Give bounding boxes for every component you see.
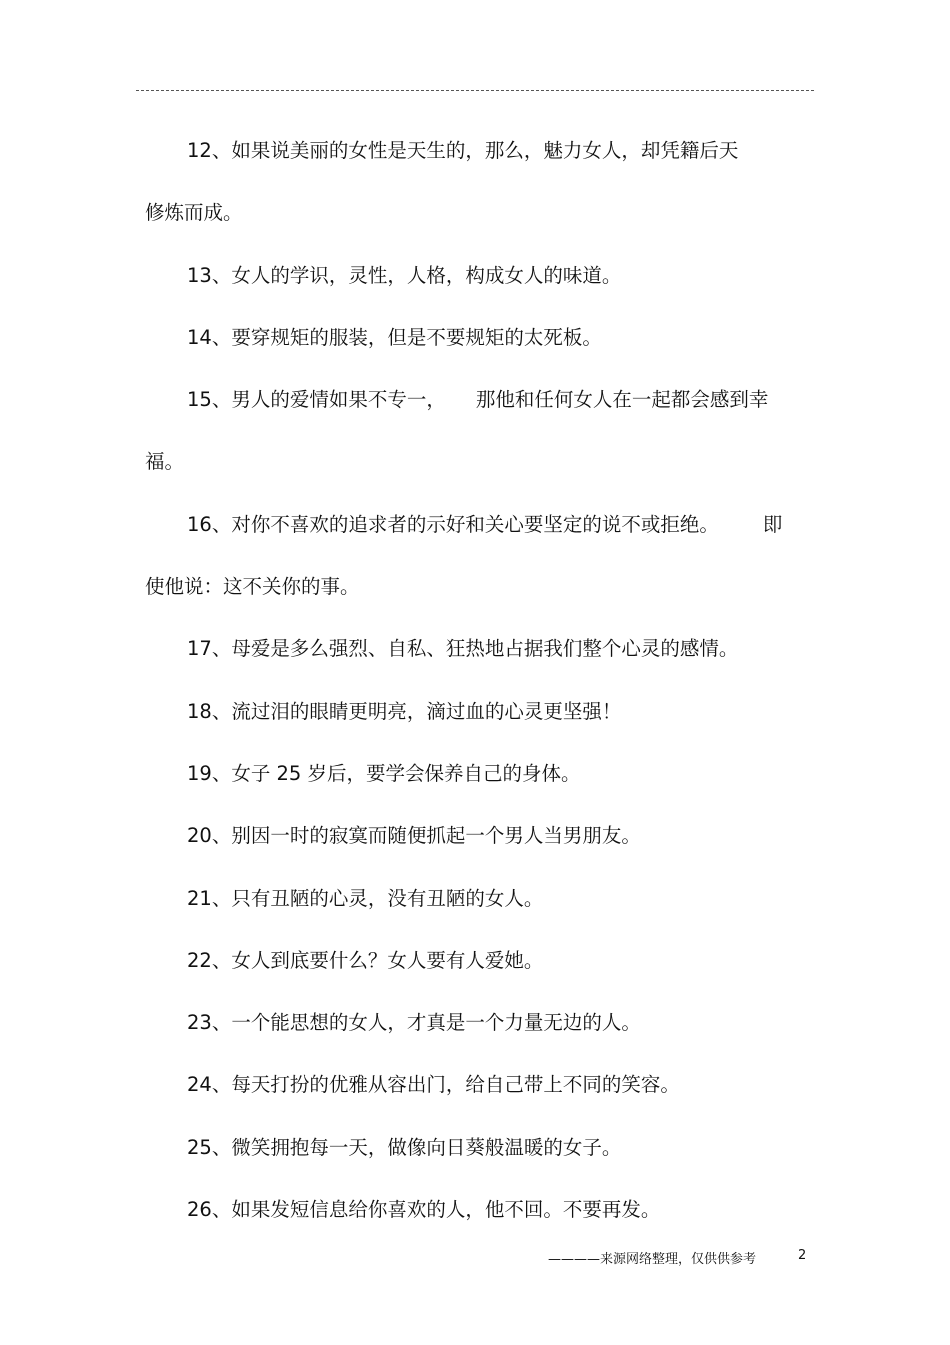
quote-16-line-2: 使他说：这不关你的事。 (145, 575, 360, 599)
quote-15-part-a: 15、男人的爱情如果不专一， (187, 388, 446, 412)
quote-25: 25、微笑拥抱每一天，做像向日葵般温暖的女子。 (187, 1135, 622, 1159)
quote-12-line-2: 修炼而成。 (145, 201, 243, 225)
quote-23: 23、一个能思想的女人，才真是一个力量无边的人。 (187, 1011, 641, 1035)
quote-12-line-1: 12、如果说美丽的女性是天生的，那么，魅力女人，却凭籍后天 (187, 139, 739, 162)
quote-15-part-b: 那他和任何女人在一起都会感到幸 (475, 388, 769, 412)
footer-source-note: ————来源网络整理，仅供供参考 (548, 1252, 757, 1267)
quote-19: 19、女子 25 岁后，要学会保养自己的身体。 (187, 761, 581, 785)
quote-16-part-a: 16、对你不喜欢的追求者的示好和关心要坚定的说不或拒绝。 (187, 512, 719, 536)
quote-16-part-b: 即 (762, 512, 783, 536)
quote-list (145, 134, 807, 1255)
quote-18: 18、流过泪的眼睛更明亮，滴过血的心灵更坚强！ (187, 699, 622, 723)
quote-16-line-1 (145, 508, 807, 570)
quote-21: 21、只有丑陋的心灵，没有丑陋的女人。 (187, 886, 544, 910)
header-dashed-rule (136, 90, 814, 91)
page-number: 2 (798, 1248, 807, 1263)
quote-24: 24、每天打扮的优雅从容出门，给自己带上不同的笑容。 (187, 1073, 680, 1097)
quote-22: 22、女人到底要什么？女人要有人爱她。 (187, 948, 544, 972)
quote-15-line-2: 福。 (145, 450, 185, 474)
quote-17: 17、母爱是多么强烈、自私、狂热地占据我们整个心灵的感情。 (187, 637, 739, 661)
quote-26: 26、如果发短信息给你喜欢的人，他不回。不要再发。 (187, 1198, 661, 1222)
quote-14: 14、要穿规矩的服装，但是不要规矩的太死板。 (187, 325, 602, 349)
quote-13: 13、女人的学识，灵性，人格，构成女人的味道。 (187, 263, 622, 287)
quote-20: 20、别因一时的寂寞而随便抓起一个男人当男朋友。 (187, 824, 641, 848)
quote-15-line-1 (145, 383, 807, 445)
